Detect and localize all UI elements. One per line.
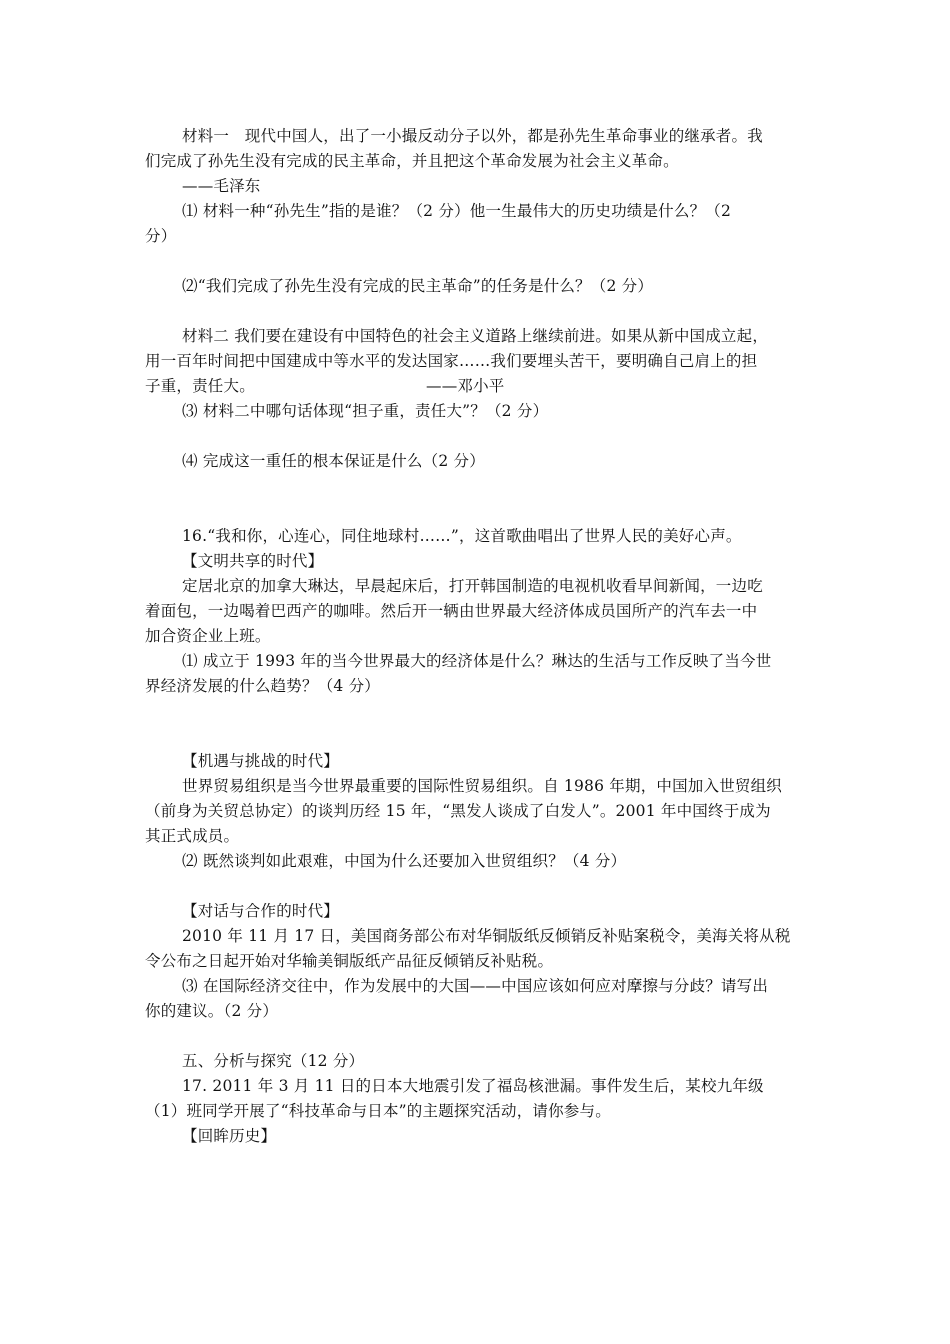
section-civilization-line-3: 加合资企业上班。 [145, 627, 271, 645]
section-civilization-line-2: 着面包，一边喝着巴西产的咖啡。然后开一辆由世界最大经济体成员国所产的汽车去一中 [145, 602, 758, 620]
material-two-line-2: 用一百年时间把中国建成中等水平的发达国家……我们要埋头苦干，要明确自己肩上的担 [145, 352, 758, 370]
section-civilization-line-1: 定居北京的加拿大琳达，早晨起床后，打开韩国制造的电视机收看早间新闻，一边吃 [182, 577, 763, 595]
question-2: ⑵“我们完成了孙先生没有完成的民主革命”的任务是什么？（2 分） [182, 277, 654, 295]
section-civilization-title: 【文明共享的时代】 [182, 552, 324, 570]
section-civilization-question-line-2: 界经济发展的什么趋势？（4 分） [145, 677, 380, 695]
section-dialogue-line-1: 2010 年 11 月 17 日，美国商务部公布对华铜版纸反倾销反补贴案税令，美海关将从税 [182, 927, 791, 945]
section-dialogue-question-line-2: 你的建议。（2 分） [145, 1002, 279, 1020]
material-one-line-2: 们完成了孙先生没有完成的民主革命，并且把这个革命发展为社会主义革命。 [145, 152, 679, 170]
problem-17-line-1: 17. 2011 年 3 月 11 日的日本大地震引发了福岛核泄漏。事件发生后，某校九年级 [182, 1077, 764, 1095]
section-review-history-title: 【回眸历史】 [182, 1127, 277, 1145]
section-civilization-question-line-1: ⑴ 成立于 1993 年的当今世界最大的经济体是什么？琳达的生活与工作反映了当今世 [182, 652, 772, 670]
problem-17-line-2: （1）班同学开展了“科技革命与日本”的主题探究活动，请你参与。 [145, 1102, 611, 1120]
material-two-line-3: 子重，责任大。 [145, 377, 255, 395]
problem-16-intro: 16.“我和你，心连心，同住地球村……”，这首歌曲唱出了世界人民的美好心声。 [182, 527, 742, 545]
question-1-line-1: ⑴ 材料一种“孙先生”指的是谁？（2 分）他一生最伟大的历史功绩是什么？（2 [182, 202, 732, 220]
question-3: ⑶ 材料二中哪句话体现“担子重，责任大”？（2 分） [182, 402, 549, 420]
part-five-title: 五、分析与探究（12 分） [182, 1052, 365, 1070]
section-opportunity-title: 【机遇与挑战的时代】 [182, 752, 340, 770]
question-4: ⑷ 完成这一重任的根本保证是什么（2 分） [182, 452, 485, 470]
section-dialogue-question-line-1: ⑶ 在国际经济交往中，作为发展中的大国——中国应该如何应对摩擦与分歧？请写出 [182, 977, 769, 995]
section-opportunity-line-2: （前身为关贸总协定）的谈判历经 15 年，“黑发人谈成了白发人”。2001 年中国终于成为 [145, 802, 771, 820]
section-opportunity-line-3: 其正式成员。 [145, 827, 240, 845]
section-opportunity-question: ⑵ 既然谈判如此艰难，中国为什么还要加入世贸组织？（4 分） [182, 852, 627, 870]
section-dialogue-line-2: 令公布之日起开始对华输美铜版纸产品征反倾销反补贴税。 [145, 952, 554, 970]
material-one-author: ——毛泽东 [182, 177, 261, 195]
material-two-author: ——邓小平 [426, 377, 505, 395]
material-two-line-1: 材料二 我们要在建设有中国特色的社会主义道路上继续前进。如果从新中国成立起， [182, 327, 769, 345]
section-opportunity-line-1: 世界贸易组织是当今世界最重要的国际性贸易组织。自 1986 年期，中国加入世贸组织 [182, 777, 783, 795]
question-1-line-2: 分） [145, 227, 177, 245]
section-dialogue-title: 【对话与合作的时代】 [182, 902, 340, 920]
material-one-line-1: 材料一 现代中国人，出了一小撮反动分子以外，都是孙先生革命事业的继承者。我 [182, 127, 763, 145]
